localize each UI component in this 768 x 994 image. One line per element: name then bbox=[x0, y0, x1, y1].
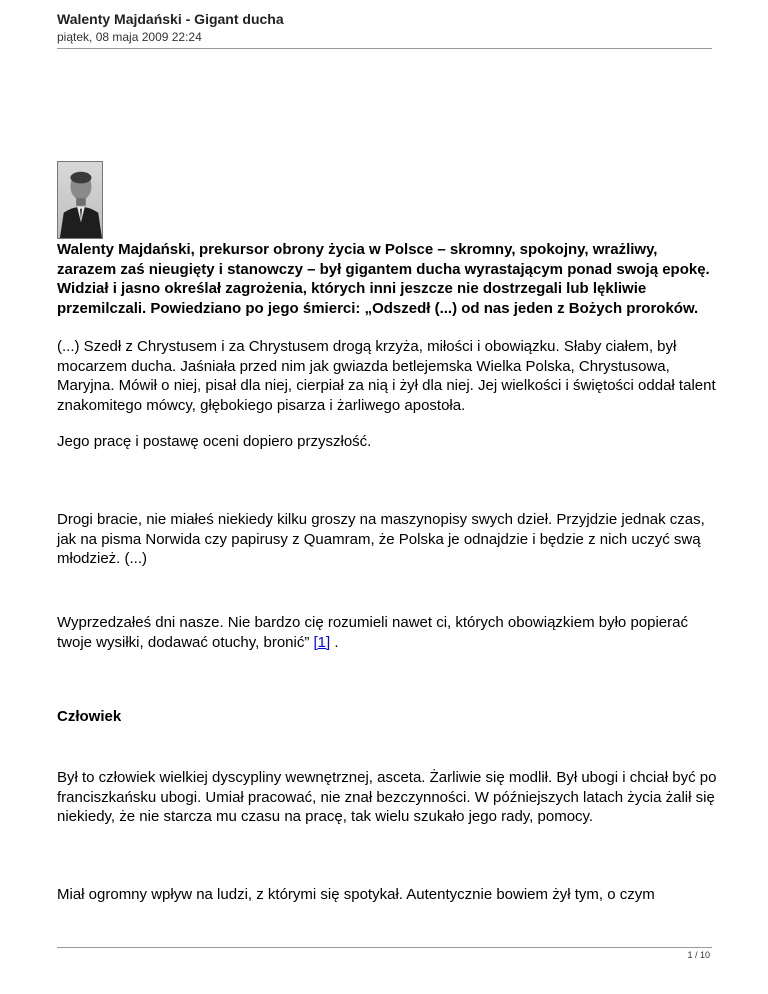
footnote-link[interactable]: [1] bbox=[313, 633, 331, 651]
section-heading: Człowiek bbox=[57, 708, 122, 725]
paragraph-end: . bbox=[334, 633, 339, 651]
document-title: Walenty Majdański - Gigant ducha bbox=[57, 11, 284, 27]
article-paragraph-with-footnote bbox=[57, 613, 717, 652]
footer-divider bbox=[57, 947, 712, 948]
page-number: 1 / 10 bbox=[687, 950, 710, 960]
article-paragraph: Był to człowiek wielkiej dyscypliny wewnętrznej, asceta. Żarliwie się modlił. Był ubogi i chciał być po franciszkańsku ubogi. Umiał pracować, nie znał bezczynności. W późniejszych latach życia żalił się niekiedy, że nie starcza mu czasu na pracę, tak wielu szukało jego rady, pomocy. bbox=[57, 769, 717, 825]
article-intro: Walenty Majdański, prekursor obrony życia w Polsce – skromny, spokojny, wrażliwy, zarazem zaś nieugięty i stanowczy – był gigantem ducha wyrastającym ponad swoją epokę. Widział i jasno określał zagrożenia, których inni jeszcze nie dostrzegali lub lękliwie przemilczali. Powiedziano po jego śmierci: „Odszedł (...) od nas jeden z Bożych proroków. bbox=[57, 241, 710, 317]
article-paragraph: Jego pracę i postawę oceni dopiero przyszłość. bbox=[57, 433, 372, 450]
article-paragraph: Drogi bracie, nie miałeś niekiedy kilku groszy na maszynopisy swych dzieł. Przyjdzie jednak czas, jak na pisma Norwida czy papirusy z Quamram, że Polska je odnajdzie i będzie z nich uczyć swą młodzież. (...) bbox=[57, 511, 705, 567]
publish-date: piątek, 08 maja 2009 22:24 bbox=[57, 30, 202, 44]
header-divider bbox=[57, 48, 712, 49]
paragraph-text: Wyprzedzałeś dni nasze. Nie bardzo cię rozumieli nawet ci, których obowiązkiem było popierać twoje wysiłki, dodawać otuchy, bronić” bbox=[57, 614, 688, 651]
portrait-photo bbox=[57, 161, 103, 239]
article-paragraph: Miał ogromny wpływ na ludzi, z którymi się spotykał. Autentycznie bowiem żył tym, o czym bbox=[57, 886, 655, 903]
article-paragraph: (...) Szedł z Chrystusem i za Chrystusem drogą krzyża, miłości i obowiązku. Słaby ciałem, był mocarzem ducha. Jaśniała przed nim jak gwiazda betlejemska Wielka Polska, Chrystusowa, Maryjna. Mówił o niej, pisał dla niej, cierpiał za nią i żył dla niej. Jej wielkości i świętości oddał talent znakomitego mówcy, głębokiego pisarza i żarliwego apostoła. bbox=[57, 338, 716, 414]
